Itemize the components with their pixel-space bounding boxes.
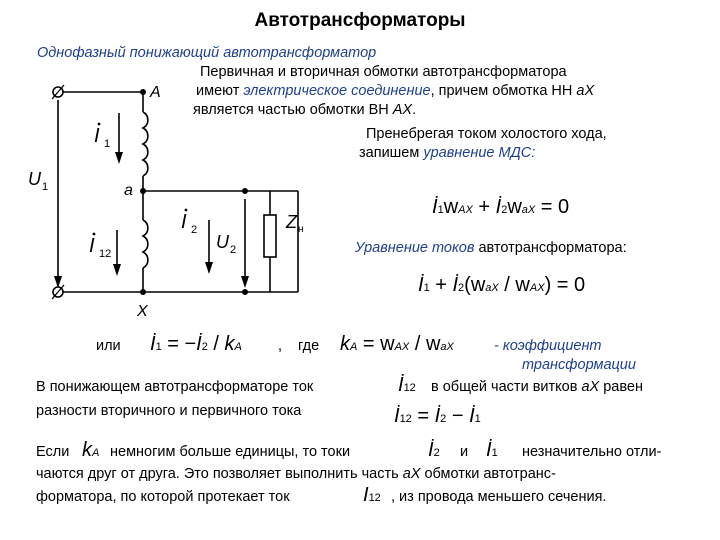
page-title: Автотрансформаторы: [254, 10, 466, 31]
label-zn: Z: [286, 212, 297, 232]
ka-description-1: - коэффициент: [494, 338, 602, 354]
label-i2: I: [181, 211, 187, 233]
para4-line1c: и: [460, 444, 469, 460]
equation-mds: İ1wAX + İ2waX = 0: [432, 196, 570, 218]
label-zn-sub: н: [298, 224, 304, 235]
node-A: [140, 89, 146, 95]
para4-line3b: , из провода меньшего сечения.: [391, 489, 607, 505]
label-X: X: [137, 303, 148, 320]
equation-ratio: İ1 = −İ2 / kA: [150, 333, 242, 355]
para4-line2: чаются друг от друга. Это позволяет выполнить часть aX обмотки автотранс-: [36, 466, 556, 482]
para3-line1a: В понижающем автотрансформаторе ток: [36, 379, 314, 395]
equation-currents: İ1 + İ2(waX / wAX) = 0: [418, 274, 586, 296]
page-subtitle: Однофазный понижающий автотрансформатор: [37, 45, 377, 61]
autotransformer-circuit: [0, 0, 360, 330]
node-a: [140, 188, 146, 194]
node-X: [140, 289, 146, 295]
para1-line3: является частью обмотки ВН AX.: [193, 102, 417, 118]
label-i12-sub: 12: [99, 248, 112, 260]
label-u1-sub: 1: [42, 181, 49, 193]
currents-caption: Уравнение токов автотрансформатора:: [355, 240, 627, 256]
ka-description-2: трансформации: [522, 357, 636, 373]
para1-line1: Первичная и вторичная обмотки автотрансформатора: [200, 64, 567, 80]
winding-upper: [143, 112, 148, 176]
label-i1: I: [94, 125, 100, 147]
label-A: A: [150, 84, 161, 101]
label-a: a: [124, 182, 133, 199]
equation-i12: İ12 = İ2 − İ1: [394, 405, 481, 427]
label-i12: I: [89, 235, 95, 257]
or-label: или: [96, 338, 121, 354]
label-u2-sub: 2: [230, 244, 237, 256]
para2-line1: Пренебрегая током холостого хода,: [366, 126, 607, 142]
label-u2: U: [216, 232, 229, 252]
para4-line1b: немногим больше единицы, то токи: [110, 444, 351, 460]
winding-lower: [143, 220, 148, 268]
where-label: где: [298, 338, 320, 354]
load-resistor: [264, 215, 276, 257]
inline-i2: İ2: [428, 439, 440, 461]
label-i1-sub: 1: [104, 138, 111, 150]
inline-i12-b: I12: [363, 484, 381, 506]
equation-ka: kA = wAX / waX: [340, 333, 454, 355]
label-i2-sub: 2: [191, 224, 198, 236]
inline-i1: İ1: [486, 439, 498, 461]
para4-line1a: Если: [36, 444, 70, 460]
para3-line2: разности вторичного и первичного тока: [36, 403, 302, 419]
para4-line3a: форматора, по которой протекает ток: [36, 489, 290, 505]
comma: ,: [278, 338, 283, 354]
para4-line1d: незначительно отли-: [522, 444, 662, 460]
inline-ka: kA: [82, 439, 100, 461]
para1-line2: имеют электрическое соединение, причем обмотка НН aX: [196, 83, 595, 99]
label-u1: U: [28, 169, 41, 189]
para3-line1b: в общей части витков aX равен: [431, 379, 643, 395]
para2-line2: запишем уравнение МДС:: [359, 145, 536, 161]
inline-i12-a: İ12: [398, 374, 416, 396]
